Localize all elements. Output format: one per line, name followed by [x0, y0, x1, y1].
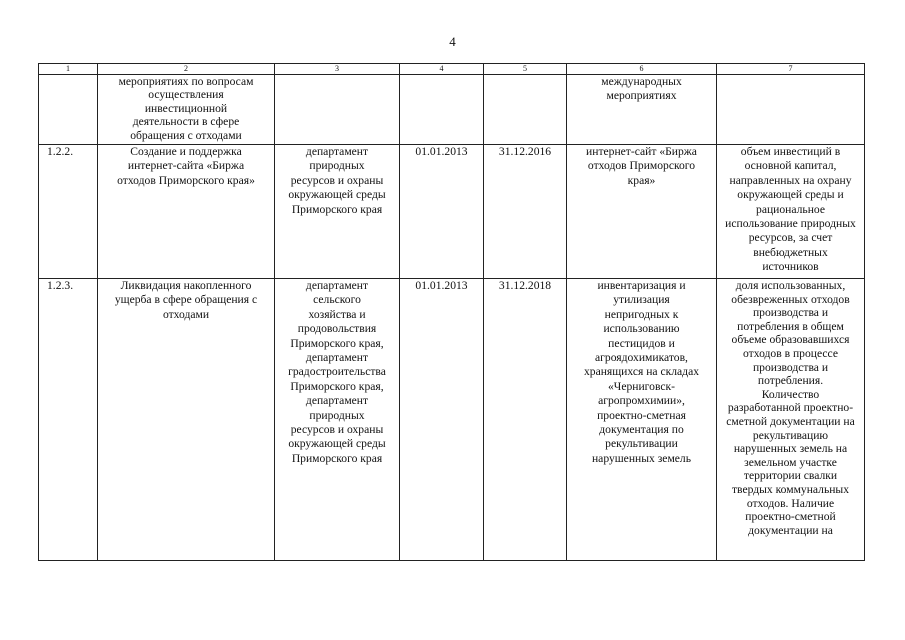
- column-number: 6: [567, 64, 717, 75]
- executor: департамент сельского хозяйства и продовольствия Приморского края, департамент градостроительства Приморского края, департамент природных ресурсов и охраны окружающей среды Приморского края: [275, 279, 400, 561]
- start-date: 01.01.2013: [400, 279, 484, 561]
- row-number: 1.2.3.: [39, 279, 98, 561]
- column-number: 7: [717, 64, 865, 75]
- table-row: [39, 75, 865, 145]
- program-table: [38, 63, 865, 561]
- column-number: 5: [484, 64, 567, 75]
- row-number: 1.2.2.: [39, 145, 98, 279]
- executor: департамент природных ресурсов и охраны окружающей среды Приморского края: [275, 145, 400, 279]
- start-date: 01.01.2013: [400, 145, 484, 279]
- column-number: 4: [400, 64, 484, 75]
- measure-name: Ликвидация накопленного ущерба в сфере обращения с отходами: [98, 279, 275, 561]
- start-date: [400, 75, 484, 145]
- expected-result: международных мероприятиях: [567, 75, 717, 145]
- indicator: объем инвестиций в основной капитал, направленных на охрану окружающей среды и рациональное использование природных ресурсов, за счет внебюджетных источников: [717, 145, 865, 279]
- executor: [275, 75, 400, 145]
- measure-name: мероприятиях по вопросам осуществления инвестиционной деятельности в сфере обращения с отходами: [98, 75, 275, 145]
- end-date: 31.12.2018: [484, 279, 567, 561]
- column-number: 1: [39, 64, 98, 75]
- page-number: 4: [449, 34, 456, 49]
- column-number: 3: [275, 64, 400, 75]
- column-number: 2: [98, 64, 275, 75]
- table-row: [39, 279, 865, 561]
- end-date: [484, 75, 567, 145]
- measure-name: Создание и поддержка интернет-сайта «Биржа отходов Приморского края»: [98, 145, 275, 279]
- indicator: доля использованных, обезвреженных отходов производства и потребления в общем объеме образовавшихся отходов в процессе производства и потребления. Количество разработанной проектно- сметной документации на рекультивацию нарушенных земель на земельном участке территории свалки твердых коммунальных отходов. Наличие проектно-сметной документации на: [717, 279, 865, 561]
- column-number-row: [39, 64, 865, 75]
- row-number: [39, 75, 98, 145]
- expected-result: интернет-сайт «Биржа отходов Приморского края»: [567, 145, 717, 279]
- table-row: [39, 145, 865, 279]
- expected-result: инвентаризация и утилизация непригодных к использованию пестицидов и агроядохимикатов, хранящихся на складах «Черниговск- агропромхимии», проектно-сметная документация по рекультивации нарушенных земель: [567, 279, 717, 561]
- indicator: [717, 75, 865, 145]
- end-date: 31.12.2016: [484, 145, 567, 279]
